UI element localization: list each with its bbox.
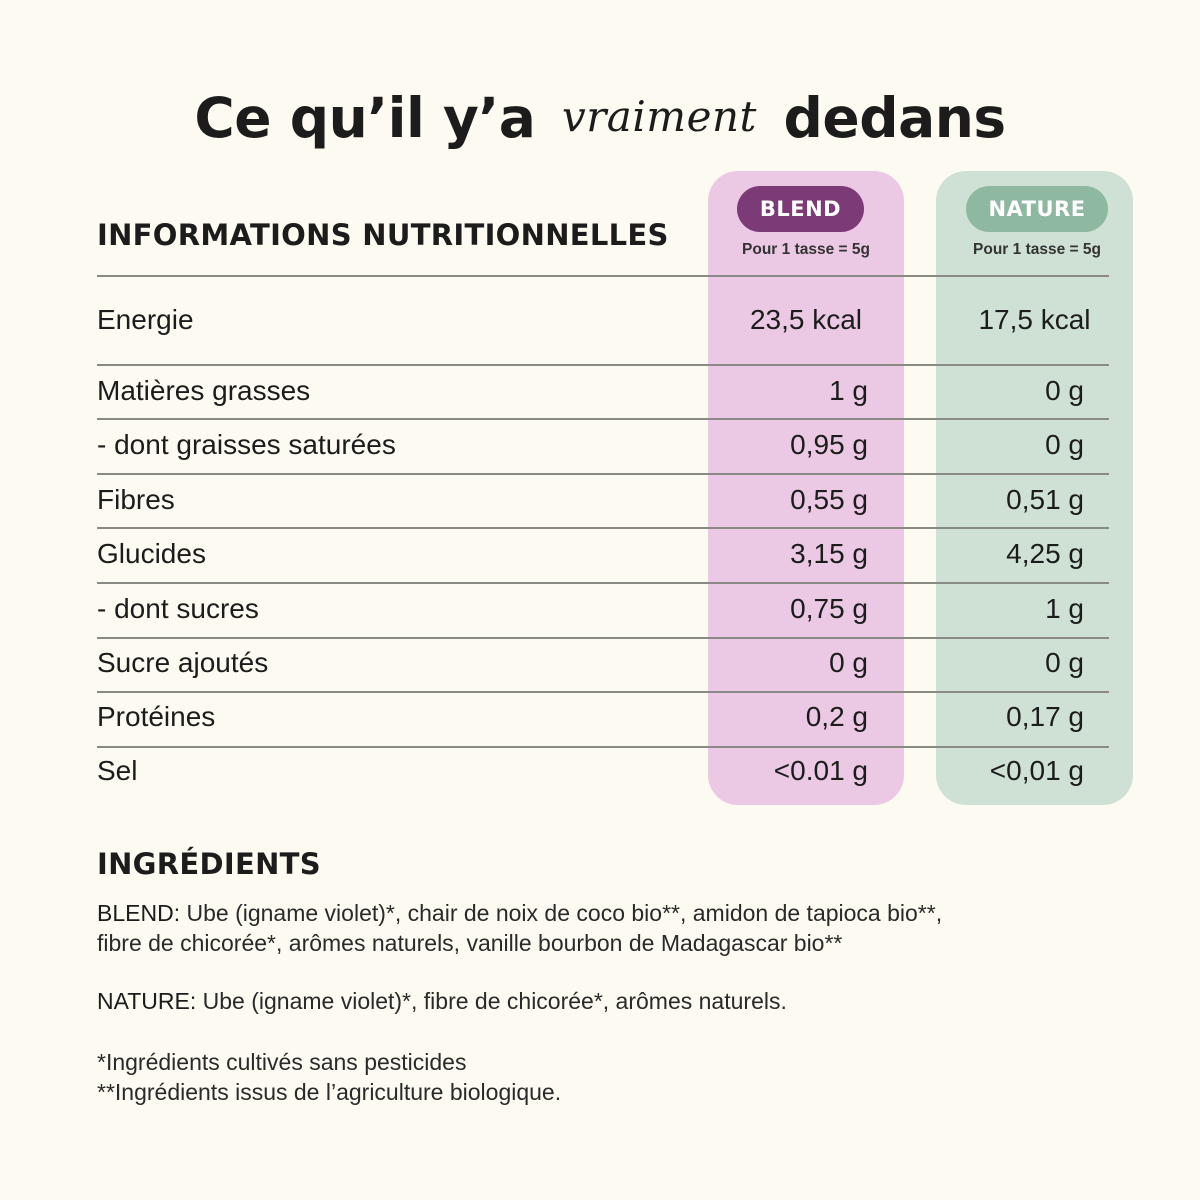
page-title — [0, 78, 1200, 163]
nutrient-label: Protéines — [97, 701, 216, 732]
nature-badge: NATURE — [966, 186, 1108, 232]
blend-ingredients-line-2: fibre de chicorée*, arômes naturels, vanille bourbon de Madagascar bio** — [97, 930, 843, 956]
nature-value: 1 g — [1045, 593, 1084, 624]
nutrient-label: Sucre ajoutés — [97, 647, 269, 678]
title-handwritten-word: vraiment — [562, 92, 757, 141]
table-divider — [97, 637, 1109, 639]
nature-serving-size: Pour 1 tasse = 5g — [973, 241, 1101, 258]
blend-ingredients-line-1: Ube (igname violet)*, chair de noix de coco bio**, amidon de tapioca bio**, — [180, 900, 943, 926]
table-divider — [97, 418, 1109, 420]
nature-ingredients-text: Ube (igname violet)*, fibre de chicorée*, arômes naturels. — [196, 988, 787, 1014]
blend-ingredients — [97, 898, 942, 928]
title-start: Ce qu’il y’a — [194, 86, 536, 150]
nutrient-label: Matières grasses — [97, 375, 311, 406]
table-divider — [97, 691, 1109, 693]
nature-value: 0 g — [1045, 429, 1084, 460]
table-divider — [97, 275, 1109, 277]
ingredients-heading: INGRÉDIENTS — [97, 847, 321, 881]
nutrient-label: Fibres — [97, 484, 175, 515]
nature-value: 17,5 kcal — [978, 304, 1091, 335]
nature-value: 0,17 g — [1006, 701, 1084, 732]
nutrient-label: - dont sucres — [97, 593, 259, 624]
table-divider — [97, 746, 1109, 748]
nature-value: 0,51 g — [1006, 484, 1084, 515]
blend-serving-size: Pour 1 tasse = 5g — [742, 241, 870, 258]
blend-ingredients-key: BLEND: — [97, 900, 181, 926]
blend-badge: BLEND — [737, 186, 864, 232]
blend-value: 0,95 g — [790, 429, 868, 460]
table-divider — [97, 473, 1109, 475]
footnote-pesticides: *Ingrédients cultivés sans pesticides — [97, 1049, 467, 1075]
footnote-organic: **Ingrédients issus de l’agriculture biologique. — [97, 1079, 562, 1105]
nutrient-label: Glucides — [97, 538, 206, 569]
nature-ingredients-key: NATURE: — [97, 988, 197, 1014]
nutrient-label: Energie — [97, 304, 194, 335]
title-end: dedans — [783, 86, 1006, 150]
nature-ingredients — [97, 986, 787, 1016]
nutrition-heading: INFORMATIONS NUTRITIONNELLES — [97, 218, 669, 252]
blend-value: 0 g — [829, 647, 868, 678]
blend-value: 3,15 g — [790, 538, 868, 569]
blend-value: <0.01 g — [773, 755, 868, 786]
nature-value: 0 g — [1045, 375, 1084, 406]
nutrient-label: Sel — [97, 755, 138, 786]
table-divider — [97, 582, 1109, 584]
nutrient-label: - dont graisses saturées — [97, 429, 396, 460]
nature-value: 0 g — [1045, 647, 1084, 678]
nature-value: <0,01 g — [989, 755, 1084, 786]
nature-value: 4,25 g — [1006, 538, 1084, 569]
blend-value: 0,75 g — [790, 593, 868, 624]
table-divider — [97, 527, 1109, 529]
blend-value: 0,55 g — [790, 484, 868, 515]
blend-value: 0,2 g — [805, 701, 868, 732]
table-divider — [97, 364, 1109, 366]
blend-value: 1 g — [829, 375, 868, 406]
blend-value: 23,5 kcal — [749, 304, 863, 335]
